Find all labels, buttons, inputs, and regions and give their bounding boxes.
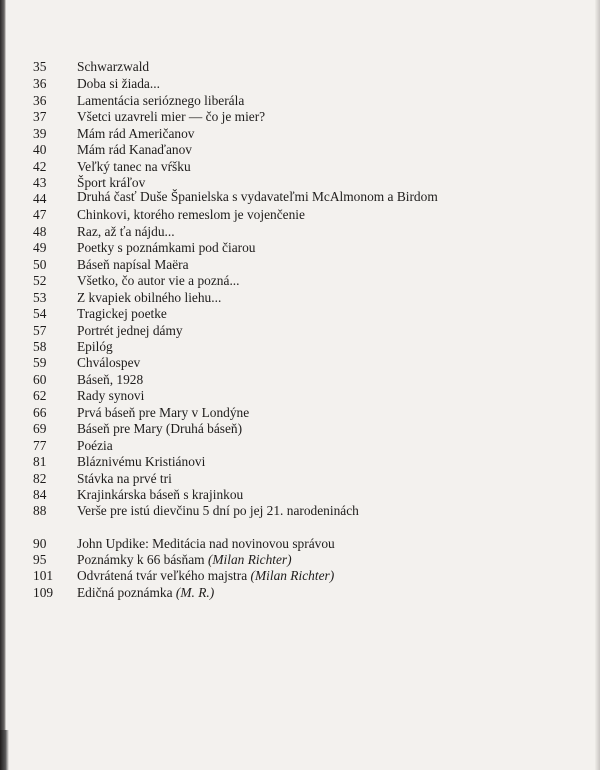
toc-page-number: 42 <box>33 159 47 174</box>
toc-title: Lamentácia serióznego liberála <box>77 93 245 108</box>
toc-title: Báseň, 1928 <box>77 372 144 387</box>
toc-author-note: (M. R.) <box>175 585 215 600</box>
toc-title: Tragickej poetke <box>77 306 167 321</box>
toc-author-note: (Milan Richter) <box>250 568 335 583</box>
toc-title: Krajinkárska báseň s krajinkou <box>77 487 244 502</box>
toc-title <box>77 584 214 602</box>
toc-page-number: 62 <box>33 388 47 403</box>
toc-title: Poetky s poznámkami pod čiarou <box>77 240 256 255</box>
toc-title: Mám rád Kanaďanov <box>77 142 192 157</box>
toc-page-number: 44 <box>33 191 47 206</box>
toc-page-number: 82 <box>33 471 47 486</box>
toc-author-note: (Milan Richter) <box>207 552 292 567</box>
toc-page-number: 39 <box>33 126 47 141</box>
toc-page-number: 47 <box>33 207 47 222</box>
toc-title: Všetko, čo autor vie a pozná... <box>77 273 240 288</box>
toc-page-number: 66 <box>33 405 47 420</box>
toc-page-number: 59 <box>33 355 47 370</box>
toc-title <box>77 567 334 585</box>
toc-title: Báseň pre Mary (Druhá báseň) <box>77 421 243 436</box>
toc-page-number: 36 <box>33 93 47 108</box>
toc-title: Verše pre istú dievčinu 5 dní po jej 21. narodeninách <box>77 503 359 518</box>
toc-page-number: 58 <box>33 339 47 354</box>
toc-page-number: 53 <box>33 290 47 305</box>
toc-title: Doba si žiada... <box>77 76 160 91</box>
toc-title: Stávka na prvé tri <box>77 471 172 486</box>
toc-title-text: John Updike: Meditácia nad novinovou správou <box>77 536 335 551</box>
toc-title: Báseň napísal Maëra <box>77 257 189 272</box>
toc-title: Portrét jednej dámy <box>77 323 183 338</box>
toc-page-number: 37 <box>33 109 47 124</box>
toc-title: Z kvapiek obilného liehu... <box>77 290 222 305</box>
toc-page-number: 36 <box>33 76 47 91</box>
toc-title: Mám rád Američanov <box>77 126 195 141</box>
toc-page-number: 60 <box>33 372 47 387</box>
toc-title: Všetci uzavreli mier — čo je mier? <box>77 109 266 124</box>
toc-page-number: 109 <box>33 585 54 600</box>
toc-title: Prvá báseň pre Mary v Londýne <box>77 405 250 420</box>
toc-page-number: 77 <box>33 438 47 453</box>
toc-title: Veľký tanec na vŕšku <box>77 159 191 174</box>
toc-page-number: 90 <box>33 536 47 551</box>
toc-page-number: 43 <box>33 175 47 190</box>
toc-page-number: 95 <box>33 552 47 567</box>
toc-page-number: 84 <box>33 487 47 502</box>
toc-title: Chinkovi, ktorého remeslom je vojenčenie <box>77 207 305 222</box>
toc-page-number: 35 <box>33 59 47 74</box>
toc-title: Poézia <box>77 438 113 453</box>
toc-title: Rady synovi <box>77 388 145 403</box>
toc-page-number: 48 <box>33 224 47 239</box>
toc-title-text: Odvrátená tvár veľkého majstra <box>77 568 248 583</box>
toc-title: Raz, až ťa nájdu... <box>77 224 175 239</box>
toc-title-text: Edičná poznámka <box>77 585 173 600</box>
toc-title: Druhá časť Duše Španielska s vydavateľmi McAlmonom a Birdom <box>77 189 438 204</box>
toc-page-number: 40 <box>33 142 47 157</box>
toc-page-number: 88 <box>33 503 47 518</box>
toc-page-number: 81 <box>33 454 47 469</box>
toc-page-number: 69 <box>33 421 47 436</box>
toc-page-number: 50 <box>33 257 47 272</box>
toc-title: Chválospev <box>77 355 141 370</box>
toc-title-text: Poznámky k 66 básňam <box>77 552 205 567</box>
toc-page-number: 57 <box>33 323 47 338</box>
toc-page-number: 101 <box>33 568 54 583</box>
toc-page-number: 54 <box>33 306 47 321</box>
toc-page-number: 52 <box>33 273 47 288</box>
toc-title: Epilóg <box>77 339 113 354</box>
toc-title: Bláznivému Kristiánovi <box>77 454 206 469</box>
toc-title: Schwarzwald <box>77 59 150 74</box>
toc-page-number: 49 <box>33 240 47 255</box>
toc-title: Šport kráľov <box>77 175 146 190</box>
